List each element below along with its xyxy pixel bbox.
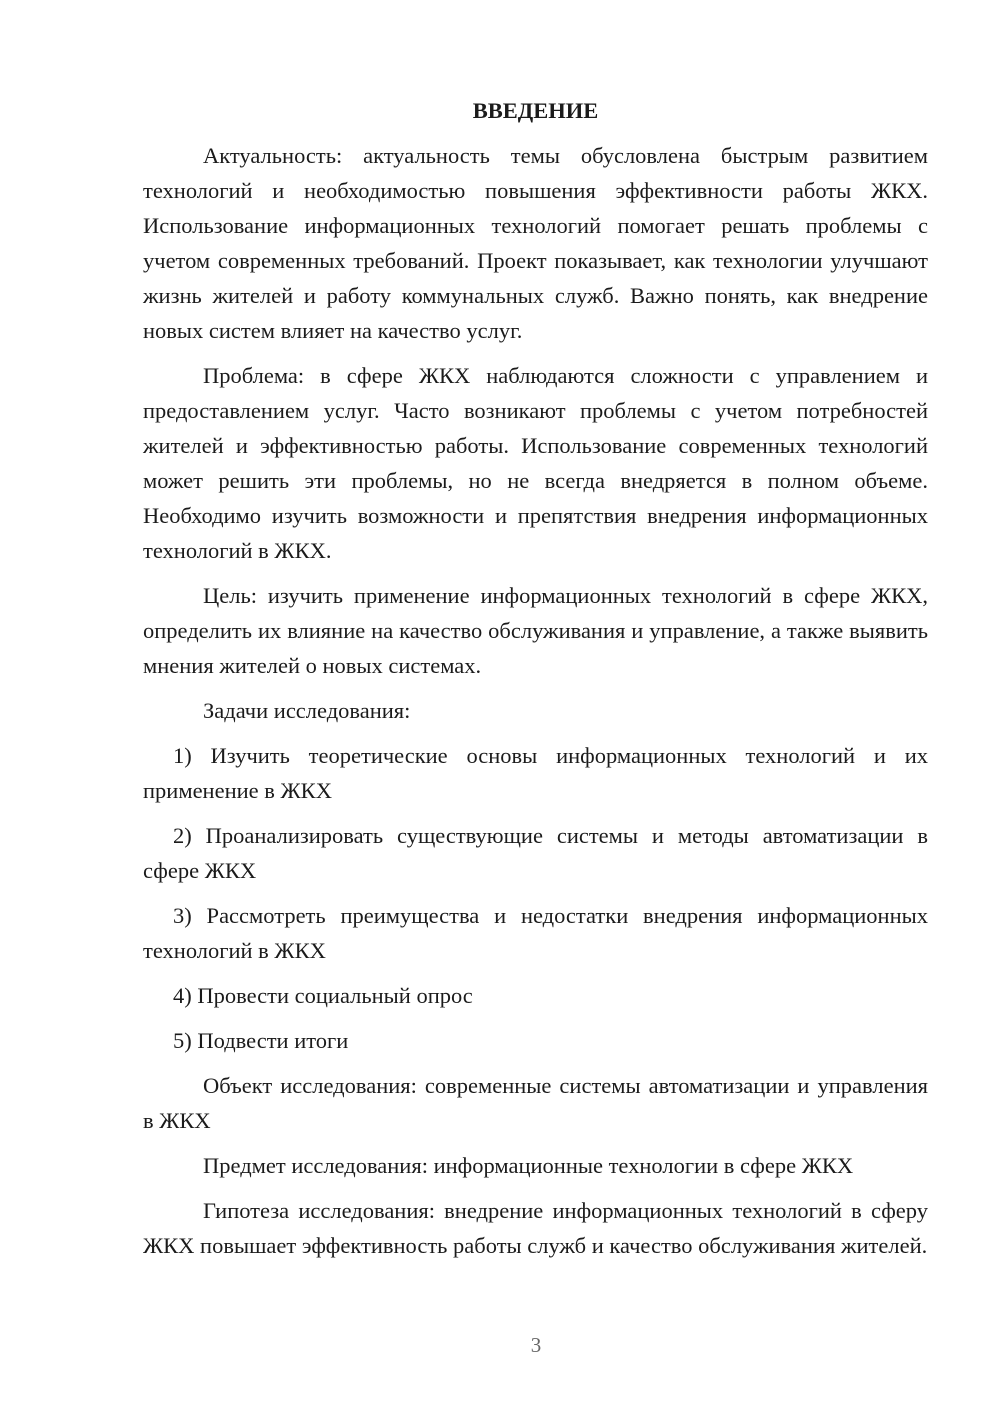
page-title: ВВЕДЕНИЕ <box>472 98 599 123</box>
paragraph-problem: Проблема: в сфере ЖКХ наблюдаются сложности с управлением и предоставлением услуг. Часто возникают проблемы с учетом потребностей жителей и эффективностью работы. Использование современных технологий может решить эти проблемы, но не всегда внедряется в полном объеме. Необходимо изучить возможности и препятствия внедрения информационных технологий в ЖКХ. <box>143 363 928 563</box>
task-item-1: 1) Изучить теоретические основы информационных технологий и их применение в ЖКХ <box>143 743 928 803</box>
task-item-5: 5) Подвести итоги <box>173 1028 349 1053</box>
paragraph-relevance: Актуальность: актуальность темы обусловлена быстрым развитием технологий и необходимостью повышения эффективности работы ЖКХ. Использование информационных технологий помогает решать проблемы с учетом современных требований. Проект показывает, как технологии улучшают жизнь жителей и работу коммунальных служб. Важно понять, как внедрение новых систем влияет на качество услуг. <box>143 143 928 343</box>
paragraph-hypothesis: Гипотеза исследования: внедрение информационных технологий в сферу ЖКХ повышает эффективность работы служб и качество обслуживания жителей. <box>143 1198 928 1258</box>
task-item-3: 3) Рассмотреть преимущества и недостатки внедрения информационных технологий в ЖКХ <box>143 903 928 963</box>
page-number: 3 <box>530 1333 542 1357</box>
task-item-2: 2) Проанализировать существующие системы и методы автоматизации в сфере ЖКХ <box>143 823 928 883</box>
paragraph-subject: Предмет исследования: информационные технологии в сфере ЖКХ <box>203 1153 854 1178</box>
paragraph-object: Объект исследования: современные системы автоматизации и управления в ЖКХ <box>143 1073 928 1133</box>
tasks-heading: Задачи исследования: <box>203 698 411 723</box>
page-content <box>143 93 928 1273</box>
paragraph-goal: Цель: изучить применение информационных технологий в сфере ЖКХ, определить их влияние на качество обслуживания и управление, а также выявить мнения жителей о новых системах. <box>143 583 928 678</box>
task-item-4: 4) Провести социальный опрос <box>173 983 473 1008</box>
